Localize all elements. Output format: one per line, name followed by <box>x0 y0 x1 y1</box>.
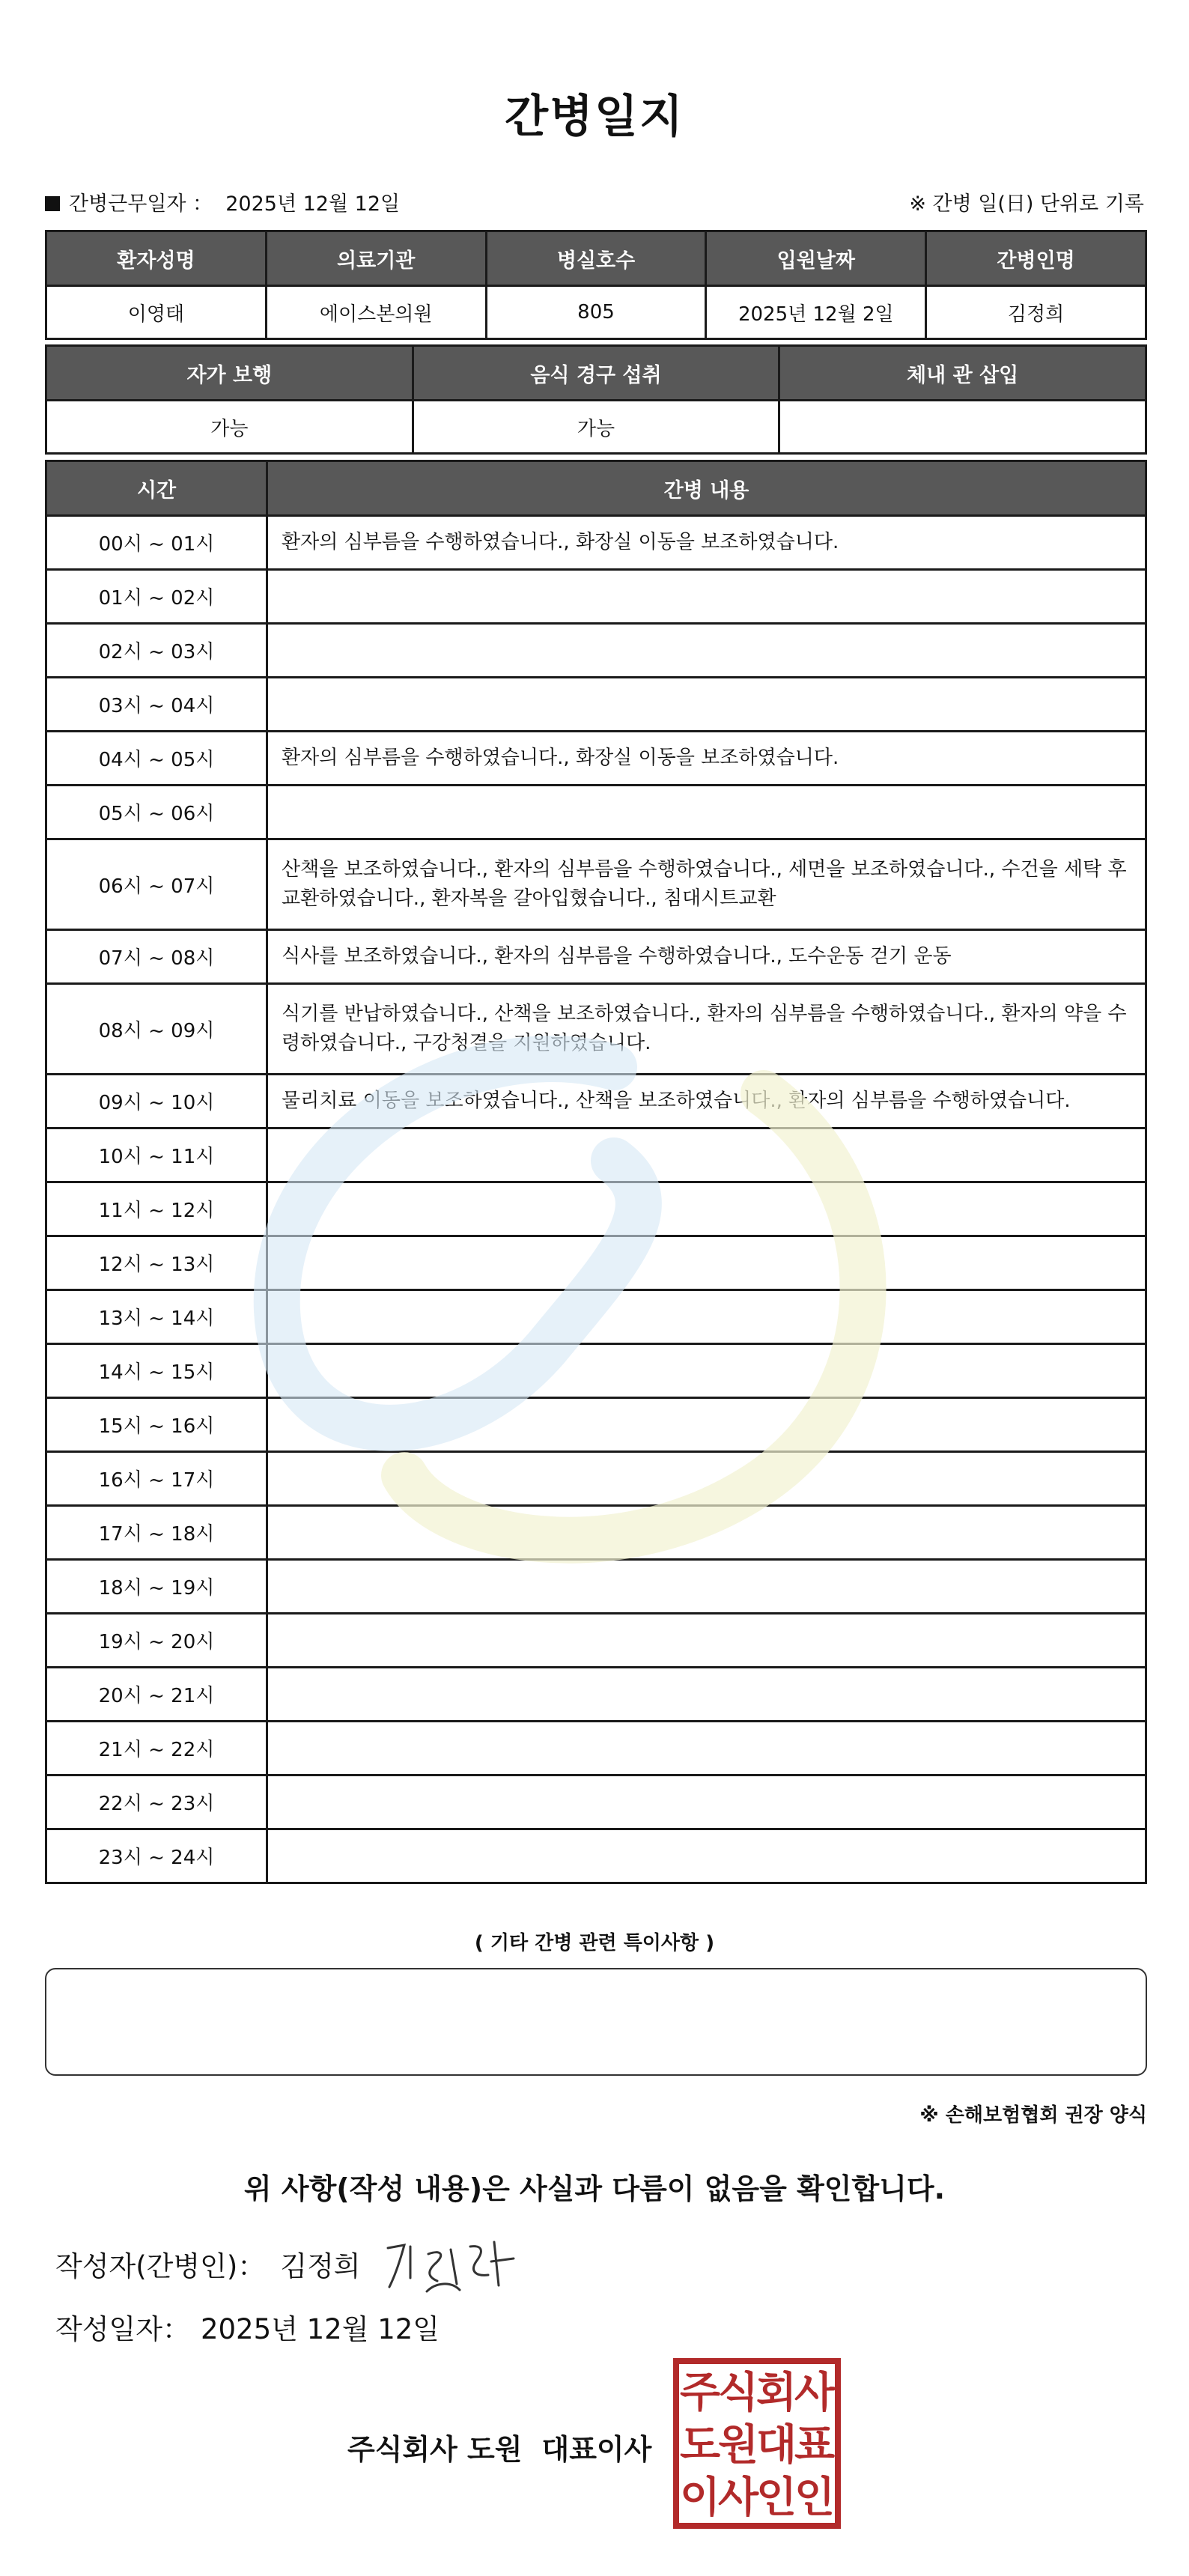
log-content <box>267 786 1146 839</box>
company-seal-stamp <box>672 2357 842 2530</box>
log-row <box>46 1182 1146 1236</box>
log-row <box>46 930 1146 984</box>
svg-text:인: 인 <box>794 2473 836 2522</box>
log-row <box>46 1128 1146 1182</box>
log-time: 11시 ~ 12시 <box>46 1182 267 1236</box>
svg-text:주: 주 <box>679 2369 721 2417</box>
patient-name: 이영태 <box>46 286 267 339</box>
special-notes-label: ( 기타 간병 관련 특이사항 ) <box>474 1932 715 1954</box>
log-content <box>267 1560 1146 1614</box>
log-time: 23시 ~ 24시 <box>46 1829 267 1883</box>
form-source-note: ※ 손해보험협회 권장 양식 <box>919 2104 1147 2127</box>
log-row <box>46 624 1146 678</box>
company-line <box>347 2426 651 2467</box>
log-content: 환자의 심부름을 수행하였습니다., 화장실 이동을 보조하였습니다. <box>267 732 1146 786</box>
log-content: 환자의 심부름을 수행하였습니다., 화장실 이동을 보조하였습니다. <box>267 516 1146 570</box>
patient-info-table <box>45 230 1147 340</box>
caregiver-name: 김정희 <box>926 286 1146 339</box>
header-care-content: 간병 내용 <box>267 461 1146 516</box>
svg-text:식: 식 <box>717 2369 759 2417</box>
writer-name: 김정희 <box>280 2250 361 2282</box>
log-content <box>267 678 1146 732</box>
square-bullet-icon <box>45 196 60 211</box>
status-value-row <box>46 401 1146 454</box>
header-caregiver: 간병인명 <box>926 231 1146 286</box>
log-content <box>267 570 1146 624</box>
special-notes-box <box>45 1968 1147 2076</box>
log-row <box>46 516 1146 570</box>
status-header-row <box>46 346 1146 401</box>
self-walking-value: 가능 <box>46 401 413 454</box>
log-content: 물리치료 이동을 보조하였습니다., 산책을 보조하였습니다., 환자의 심부름을 수행하였습니다. <box>267 1075 1146 1128</box>
write-date-line <box>55 2306 440 2347</box>
log-row <box>46 1722 1146 1775</box>
log-row <box>46 678 1146 732</box>
write-date-value: 2025년 12월 12일 <box>200 2313 440 2345</box>
log-time: 17시 ~ 18시 <box>46 1506 267 1560</box>
header-room: 병실호수 <box>486 231 706 286</box>
log-content <box>267 1182 1146 1236</box>
log-content: 산책을 보조하였습니다., 환자의 심부름을 수행하였습니다., 세면을 보조하였습니다., 수건을 세탁 후 교환하였습니다., 환자복을 갈아입혔습니다., 침대시트교환 <box>267 839 1146 930</box>
header-time: 시간 <box>46 461 267 516</box>
log-time: 10시 ~ 11시 <box>46 1128 267 1182</box>
log-content <box>267 1668 1146 1722</box>
log-content <box>267 1829 1146 1883</box>
svg-text:사: 사 <box>794 2369 836 2417</box>
svg-text:대: 대 <box>755 2421 797 2470</box>
log-content <box>267 1452 1146 1506</box>
work-date-value: 2025년 12월 12일 <box>225 192 401 216</box>
writer-label: 작성자(간병인)： <box>55 2250 266 2282</box>
svg-text:이: 이 <box>679 2473 721 2522</box>
log-row <box>46 570 1146 624</box>
log-time: 02시 ~ 03시 <box>46 624 267 678</box>
log-row <box>46 1614 1146 1668</box>
log-time: 01시 ~ 02시 <box>46 570 267 624</box>
log-content <box>267 624 1146 678</box>
work-date-label: 간병근무일자 ： <box>69 192 213 216</box>
log-row <box>46 1075 1146 1128</box>
log-row <box>46 1775 1146 1829</box>
log-row <box>46 839 1146 930</box>
svg-text:표: 표 <box>794 2421 836 2470</box>
log-time: 14시 ~ 15시 <box>46 1344 267 1398</box>
header-patient-name: 환자성명 <box>46 231 267 286</box>
log-time: 04시 ~ 05시 <box>46 732 267 786</box>
log-row <box>46 1560 1146 1614</box>
log-row <box>46 984 1146 1075</box>
log-row <box>46 1829 1146 1883</box>
write-date-label: 작성일자： <box>55 2313 190 2345</box>
log-time: 19시 ~ 20시 <box>46 1614 267 1668</box>
writer-line <box>55 2244 361 2284</box>
header-admission-date: 입원날짜 <box>706 231 926 286</box>
patient-info-value-row <box>46 286 1146 339</box>
header-oral-intake: 음식 경구 섭취 <box>413 346 779 401</box>
log-row <box>46 1506 1146 1560</box>
log-time: 03시 ~ 04시 <box>46 678 267 732</box>
log-row <box>46 1452 1146 1506</box>
log-row <box>46 1344 1146 1398</box>
log-row <box>46 732 1146 786</box>
log-time: 18시 ~ 19시 <box>46 1560 267 1614</box>
log-time: 16시 ~ 17시 <box>46 1452 267 1506</box>
header-institution: 의료기관 <box>266 231 486 286</box>
log-content: 식기를 반납하였습니다., 산책을 보조하였습니다., 환자의 심부름을 수행하였습니다., 환자의 약을 수령하였습니다., 구강청결을 지원하였습니다. <box>267 984 1146 1075</box>
meta-row <box>45 187 1144 220</box>
patient-status-table <box>45 344 1147 455</box>
log-time: 05시 ~ 06시 <box>46 786 267 839</box>
log-time: 21시 ~ 22시 <box>46 1722 267 1775</box>
log-time: 09시 ~ 10시 <box>46 1075 267 1128</box>
handwritten-signature <box>382 2232 524 2299</box>
log-row <box>46 1290 1146 1344</box>
svg-text:인: 인 <box>755 2473 797 2522</box>
log-content: 식사를 보조하였습니다., 환자의 심부름을 수행하였습니다., 도수운동 걷기 운동 <box>267 930 1146 984</box>
svg-text:원: 원 <box>717 2421 759 2470</box>
log-time: 06시 ~ 07시 <box>46 839 267 930</box>
log-header-row <box>46 461 1146 516</box>
log-time: 20시 ~ 21시 <box>46 1668 267 1722</box>
log-content <box>267 1344 1146 1398</box>
care-log-table <box>45 460 1147 1884</box>
log-time: 22시 ~ 23시 <box>46 1775 267 1829</box>
log-content <box>267 1722 1146 1775</box>
log-time: 00시 ~ 01시 <box>46 516 267 570</box>
company-role: 대표이사 <box>541 2433 652 2466</box>
log-row <box>46 1398 1146 1452</box>
svg-text:도: 도 <box>679 2421 721 2470</box>
institution-name: 에이스본의원 <box>266 286 486 339</box>
room-number: 805 <box>486 286 706 339</box>
log-body <box>46 516 1146 1883</box>
log-content <box>267 1775 1146 1829</box>
log-content <box>267 1236 1146 1290</box>
confirmation-statement: 위 사항(작성 내용)은 사실과 다름이 없음을 확인합니다. <box>243 2172 946 2205</box>
oral-intake-value: 가능 <box>413 401 779 454</box>
log-row <box>46 1668 1146 1722</box>
patient-info-header-row <box>46 231 1146 286</box>
svg-text:회: 회 <box>755 2369 797 2417</box>
log-row <box>46 786 1146 839</box>
log-time: 13시 ~ 14시 <box>46 1290 267 1344</box>
log-time: 12시 ~ 13시 <box>46 1236 267 1290</box>
log-time: 15시 ~ 16시 <box>46 1398 267 1452</box>
tube-insertion-value <box>779 401 1146 454</box>
log-content <box>267 1398 1146 1452</box>
log-time: 08시 ~ 09시 <box>46 984 267 1075</box>
company-name: 주식회사 도원 <box>347 2433 523 2466</box>
log-time: 07시 ~ 08시 <box>46 930 267 984</box>
document-title: 간병일지 <box>505 91 684 143</box>
svg-text:사: 사 <box>717 2473 759 2522</box>
record-note: ※ 간병 일(日) 단위로 기록 <box>909 192 1144 216</box>
header-tube-insertion: 체내 관 삽입 <box>779 346 1146 401</box>
log-row <box>46 1236 1146 1290</box>
admission-date: 2025년 12월 2일 <box>706 286 926 339</box>
log-content <box>267 1506 1146 1560</box>
log-content <box>267 1128 1146 1182</box>
header-self-walking: 자가 보행 <box>46 346 413 401</box>
work-date <box>45 187 400 216</box>
log-content <box>267 1290 1146 1344</box>
log-content <box>267 1614 1146 1668</box>
